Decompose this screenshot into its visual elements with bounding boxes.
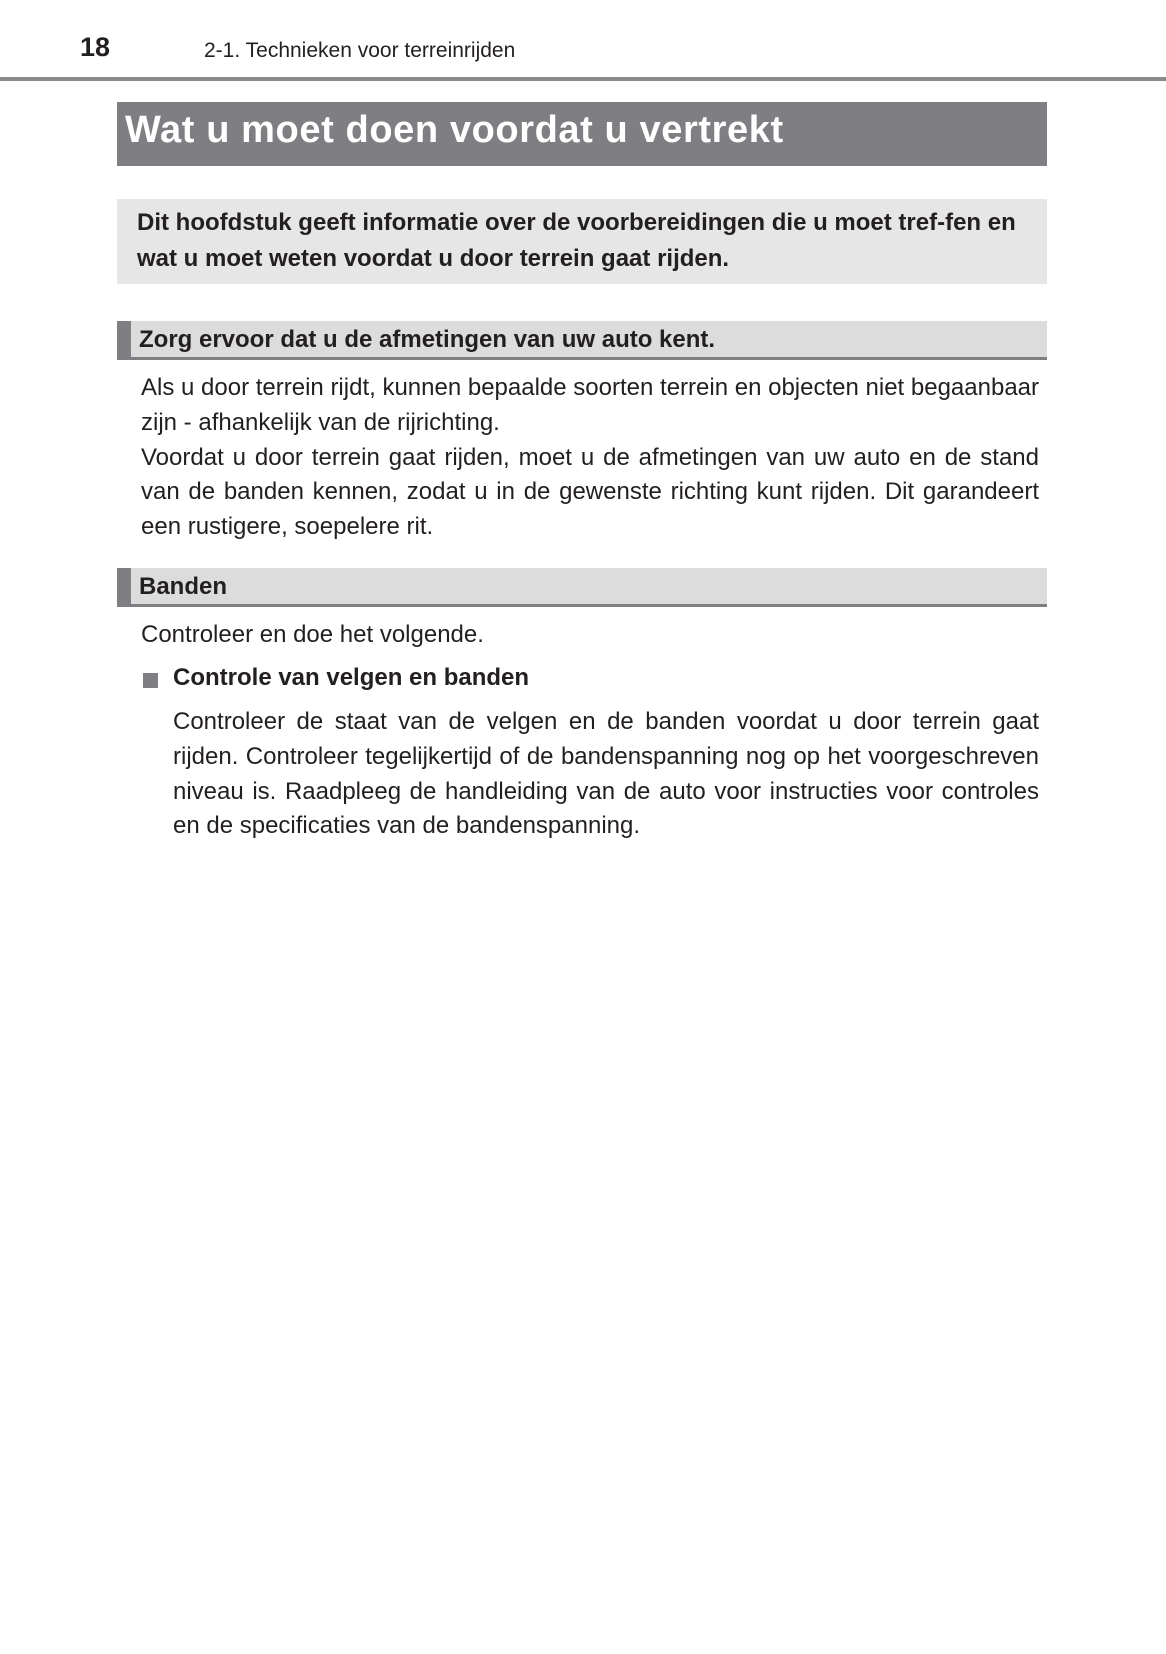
section-marker [117,568,131,604]
square-bullet-icon [143,673,158,688]
paragraph [141,618,1039,653]
section-heading-text: Zorg ervoor dat u de afmetingen van uw auto kent. [139,326,716,353]
page-title-bar [117,102,1047,166]
section-heading-tires [117,568,1047,607]
subsection-heading: Controle van velgen en banden [173,664,530,691]
page-title: Wat u moet doen voordat u vertrekt [125,109,784,151]
subsection-body [173,705,1039,844]
intro-text: Dit hoofdstuk geeft informatie over de voorbereidingen die u moet tref-fen en wat u moet weten voordat u door terrein gaat rijden. [137,209,1016,272]
section-heading-text: Banden [139,573,228,600]
page-number: 18 [80,32,111,62]
paragraph: Voordat u door terrein gaat rijden, moet u de afmetingen van uw auto en de stand van de banden kennen, zodat u in de gewenste richting kunt rijden. Dit garandeert een rustigere, soepelere rit. [141,443,1039,541]
section-heading-dimensions [117,321,1047,360]
running-head: 2-1. Technieken voor terreinrijden [204,39,516,62]
section-body-dimensions [141,371,1039,545]
header-rule [0,77,1166,81]
paragraph-text: Controleer de staat van de velgen en de banden voordat u door terrein gaat rijden. Controleer tegelijkertijd of de bandenspanning nog op het voorgeschreven niveau is. Raadpleeg de handleiding van de auto voor instructies voor controles en de specificaties van de bandenspanning. [173,708,1039,840]
intro-box [117,199,1047,284]
paragraph: Als u door terrein rijdt, kunnen bepaalde soorten terrein en objecten niet begaanbaar zijn - afhankelijk van de rijrichting. [141,374,1039,436]
section-marker [117,321,131,357]
paragraph-text: Controleer en doe het volgende. [141,621,484,648]
